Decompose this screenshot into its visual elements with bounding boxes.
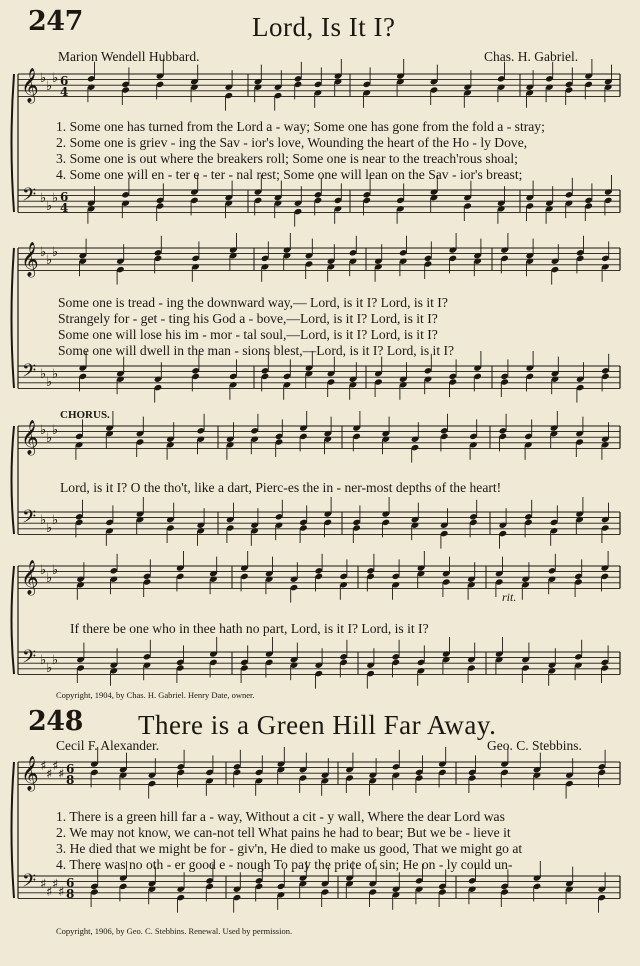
flat-icon: ♭ [52, 563, 59, 578]
hymn-248-verse-2: 2. We may not know, we can-not tell What pains he had to bear; But we be - lieve it [56, 825, 511, 840]
hymn-247-composer: Chas. H. Gabriel. [484, 49, 579, 64]
time-signature: 6 [60, 74, 69, 88]
flat-icon: ♭ [46, 521, 53, 536]
treble-clef-icon: 𝄞 [21, 242, 39, 277]
brace [12, 426, 15, 534]
sharp-icon: ♯ [58, 885, 65, 900]
flat-icon: ♭ [40, 191, 47, 206]
sharp-icon: ♯ [46, 767, 53, 782]
treble-clef-icon: 𝄞 [21, 68, 39, 103]
hymn-247-author: Marion Wendell Hubbard. [58, 49, 200, 64]
bass-clef-icon: 𝄢 [22, 871, 37, 896]
chorus-label: CHORUS. [60, 409, 110, 421]
time-signature: 6 [66, 876, 75, 890]
brace [12, 762, 15, 898]
verse-1-line-b: Some one is tread - ing the downward way,— Lord, is it I? Lord, is it I? [58, 295, 448, 310]
bass-clef-icon: 𝄢 [22, 507, 37, 532]
hymn-248-composer: Geo. C. Stebbins. [487, 738, 582, 753]
sharp-icon: ♯ [58, 767, 65, 782]
sharp-icon: ♯ [52, 759, 59, 774]
time-signature: 8 [66, 773, 75, 787]
hymn-247-title: Lord, Is It I? [252, 12, 396, 42]
flat-icon: ♭ [46, 375, 53, 390]
hymn-247-copyright: Copyright, 1904, by Chas. H. Gabriel. Henry Date, owner. [56, 690, 255, 700]
flat-icon: ♭ [40, 653, 47, 668]
flat-icon: ♭ [40, 423, 47, 438]
verse-4-line-a: 4. Some one will en - ter e - ter - nal rest; Some one will lean on the Sav - ior's breast; [56, 167, 523, 182]
brace [12, 74, 15, 212]
bass-clef-icon: 𝄢 [22, 185, 37, 210]
sharp-icon: ♯ [40, 759, 47, 774]
bass-clef-icon: 𝄢 [22, 361, 37, 386]
time-signature: 6 [60, 190, 69, 204]
rit-marking: rit. [502, 590, 517, 604]
hymn-247-number: 247 [28, 6, 83, 37]
treble-clef-icon: 𝄞 [21, 756, 39, 791]
verse-1-line-a: 1. Some one has turned from the Lord a - way; Some one has gone from the fold a - stray; [56, 119, 545, 134]
hymn-248-verse-1: 1. There is a green hill far a - way, Without a cit - y wall, Where the dear Lord was [56, 809, 505, 824]
time-signature: 8 [66, 887, 75, 901]
hymn-248-verse-3: 3. He died that we might be for - giv'n, He died to make us good, That we might go at [56, 841, 523, 856]
time-signature: 6 [66, 762, 75, 776]
hymn-248-author: Cecil F. Alexander. [56, 738, 160, 753]
sharp-icon: ♯ [40, 877, 47, 892]
time-signature: 4 [60, 85, 69, 99]
chorus-line-1: Lord, is it I? O the tho't, like a dart, Pierc-es the in - ner-most depths of the heart! [60, 480, 502, 495]
flat-icon: ♭ [40, 245, 47, 260]
verse-3-line-b: Some one will lose his im - mor - tal soul,—Lord, is it I? Lord, is it I? [58, 327, 438, 342]
treble-clef-icon: 𝄞 [21, 560, 39, 595]
flat-icon: ♭ [52, 423, 59, 438]
sharp-icon: ♯ [52, 877, 59, 892]
hymn-248-number: 248 [28, 706, 83, 737]
flat-icon: ♭ [46, 661, 53, 676]
flat-icon: ♭ [52, 367, 59, 382]
flat-icon: ♭ [46, 571, 53, 586]
bass-clef-icon: 𝄢 [22, 647, 37, 672]
brace [12, 248, 15, 388]
flat-icon: ♭ [40, 563, 47, 578]
flat-icon: ♭ [46, 79, 53, 94]
flat-icon: ♭ [52, 71, 59, 86]
flat-icon: ♭ [40, 71, 47, 86]
hymn-248-verse-4: 4. There was no oth - er good e - nough To pay the price of sin; He on - ly could un- [56, 857, 513, 872]
hymn-248-copyright: Copyright, 1906, by Geo. C. Stebbins. Renewal. Used by permission. [56, 926, 293, 936]
flat-icon: ♭ [52, 245, 59, 260]
brace [12, 566, 15, 674]
flat-icon: ♭ [40, 367, 47, 382]
chorus-line-2: If there be one who in thee hath no part, Lord, is it I? Lord, is it I? [70, 621, 429, 636]
flat-icon: ♭ [46, 253, 53, 268]
flat-icon: ♭ [52, 513, 59, 528]
sharp-icon: ♯ [46, 885, 53, 900]
verse-3-line-a: 3. Some one is out where the breakers roll; Some one is near to the treach'rous shoal; [56, 151, 518, 166]
treble-clef-icon: 𝄞 [21, 420, 39, 455]
time-signature: 4 [60, 201, 69, 215]
flat-icon: ♭ [52, 191, 59, 206]
verse-4-line-b: Some one will dwell in the man - sions blest,—Lord, is it I? Lord, is it I? [58, 343, 455, 358]
verse-2-line-a: 2. Some one is griev - ing the Sav - ior's love, Wounding the heart of the Ho - ly Dove, [56, 135, 528, 150]
hymn-248-title: There is a Green Hill Far Away. [138, 710, 497, 740]
verse-2-line-b: Strangely for - get - ting his God a - bove,—Lord, is it I? Lord, is it I? [58, 311, 438, 326]
flat-icon: ♭ [52, 653, 59, 668]
flat-icon: ♭ [46, 199, 53, 214]
flat-icon: ♭ [46, 431, 53, 446]
flat-icon: ♭ [40, 513, 47, 528]
